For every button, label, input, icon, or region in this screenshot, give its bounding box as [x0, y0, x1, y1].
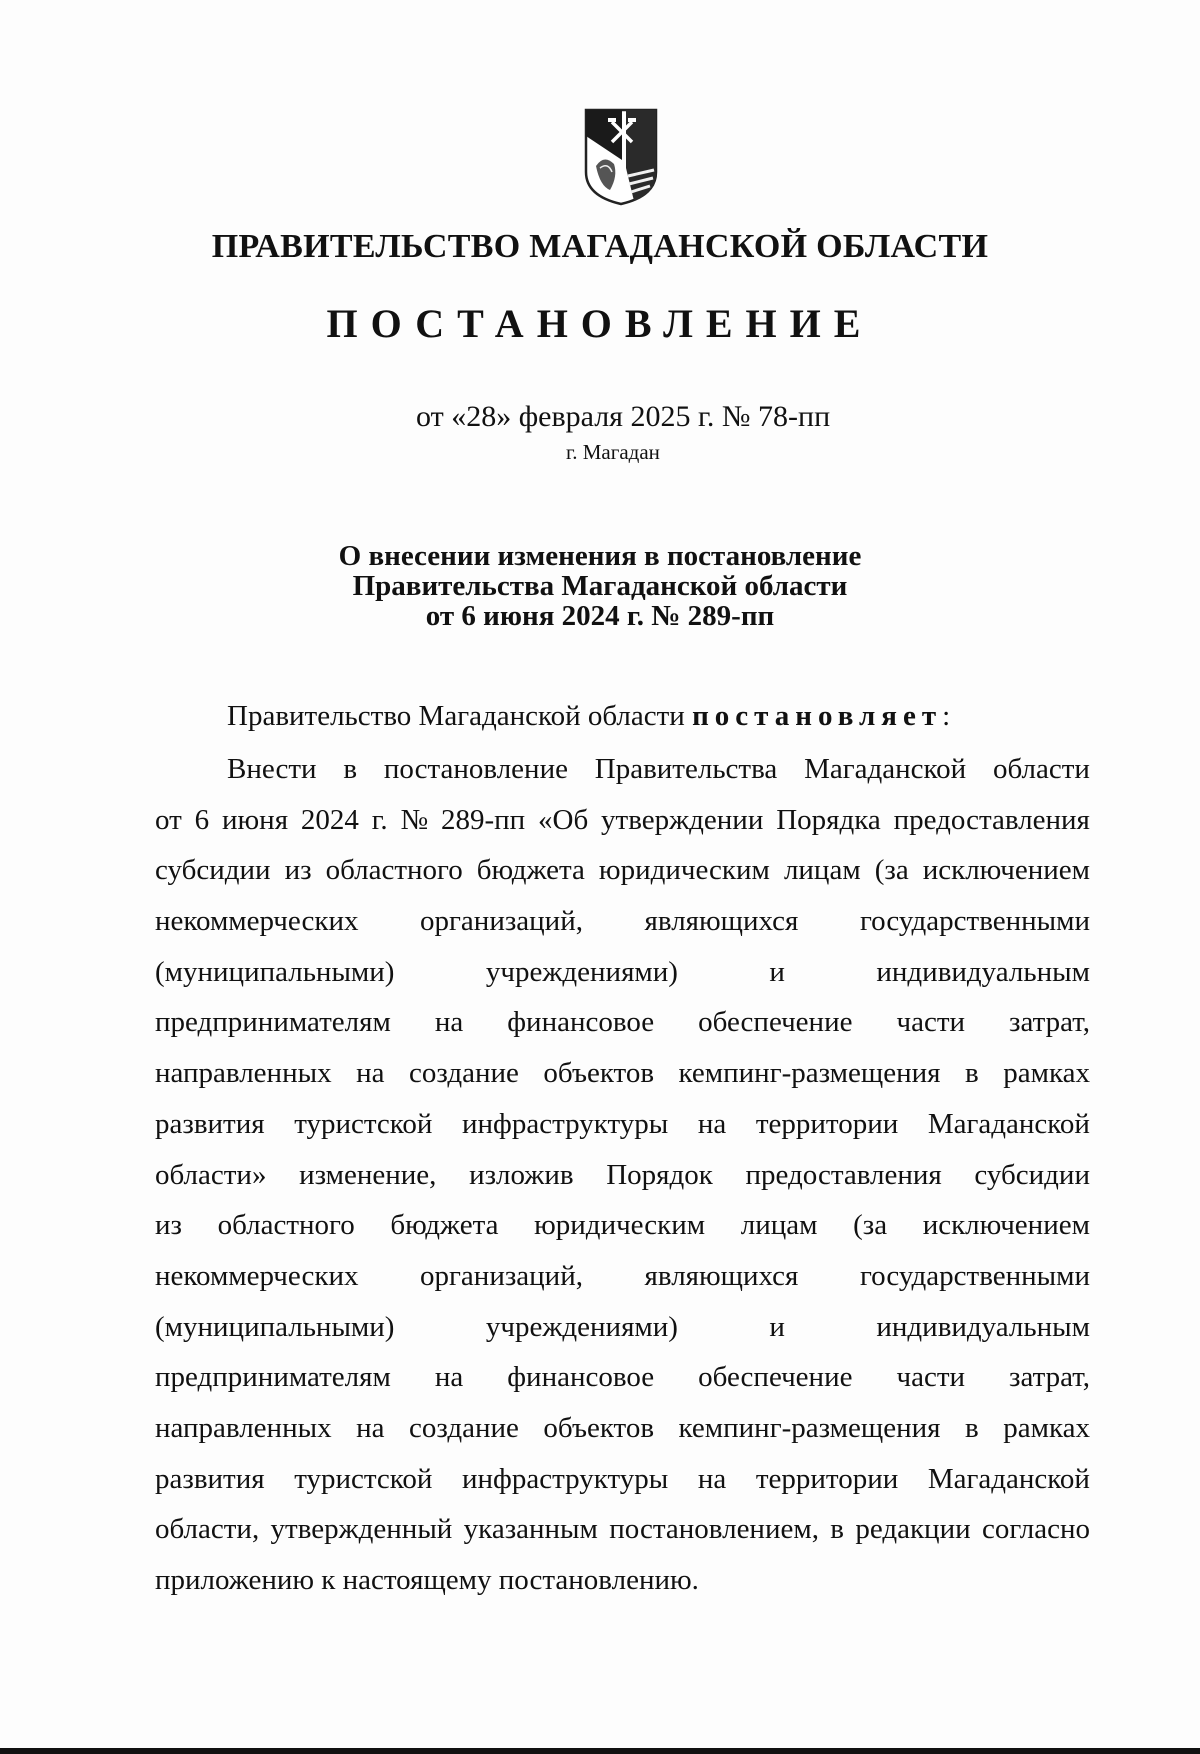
body-word: г.: [371, 803, 388, 836]
body-word: Порядка: [776, 803, 881, 836]
body-last-line: приложению к настоящему постановлению.: [155, 1564, 699, 1596]
body-word: в: [965, 1411, 979, 1444]
body-word: Магаданской: [927, 1462, 1090, 1495]
body-word: субсидии: [974, 1158, 1090, 1191]
body-word: бюджета: [390, 1209, 499, 1242]
body-word: территории: [755, 1107, 899, 1140]
body-word: обеспечение: [698, 1361, 853, 1394]
body-line: [155, 1003, 1090, 1054]
body-line: [155, 801, 1090, 852]
body-word: утверждении: [601, 803, 764, 836]
preamble-emphasis: постановляет: [692, 700, 943, 732]
body-word: туристской: [294, 1462, 433, 1495]
body-word: постановление: [383, 753, 568, 785]
body-word: рамках: [1003, 1057, 1090, 1090]
body-word: предпринимателям: [155, 1361, 391, 1394]
organization-name: ПРАВИТЕЛЬСТВО МАГАДАНСКОЙ ОБЛАСТИ: [211, 228, 989, 265]
body-word: Магаданской: [927, 1107, 1090, 1140]
body-word: и: [769, 1310, 785, 1343]
body-word: направленных: [155, 1411, 332, 1444]
body-word: юридическим: [598, 854, 770, 887]
body-line: [155, 750, 1090, 801]
body-word: инфраструктуры: [462, 1107, 669, 1140]
body-word: области»: [155, 1158, 267, 1191]
subject-line: Правительства Магаданской области: [352, 570, 848, 602]
body-word: лицам: [783, 854, 861, 887]
body-word: организаций,: [420, 905, 583, 938]
body-word: направленных: [155, 1057, 332, 1090]
body-word: областного: [325, 854, 463, 887]
preamble: [227, 700, 950, 733]
body-word: 289-пп: [440, 803, 526, 836]
body-word: индивидуальным: [876, 955, 1090, 988]
subject-line: О внесении изменения в постановление: [338, 540, 862, 572]
body-word: на: [434, 1006, 464, 1039]
body-line: [155, 1308, 1090, 1359]
body-word: туристской: [294, 1107, 433, 1140]
body-word: от: [155, 803, 182, 836]
body-word: утвержденный: [270, 1513, 453, 1546]
body-word: учреждениями): [485, 1310, 678, 1343]
body-word: изложив: [469, 1158, 574, 1191]
body-word: изменение,: [299, 1158, 437, 1191]
body-word: некоммерческих: [155, 905, 359, 938]
body-line: [155, 1054, 1090, 1105]
body-word: организаций,: [420, 1259, 583, 1292]
document-place: г. Магадан: [566, 440, 660, 464]
body-word: редакции: [855, 1513, 971, 1546]
body-word: (за: [874, 854, 909, 887]
body-line: [155, 1460, 1090, 1511]
document-date-number: от «28» февраля 2025 г. № 78-пп: [416, 400, 831, 433]
body-word: части: [896, 1361, 966, 1394]
body-word: индивидуальным: [876, 1310, 1090, 1343]
body-paragraph: [155, 750, 1090, 1612]
body-word: Магаданской: [804, 753, 967, 785]
body-word: развития: [155, 1107, 265, 1140]
body-word: обеспечение: [698, 1006, 853, 1039]
body-word: (муниципальными): [155, 1310, 395, 1343]
body-word: государственными: [859, 905, 1090, 938]
body-word: в: [343, 753, 358, 785]
body-word: создание: [409, 1411, 519, 1444]
body-line: [155, 1409, 1090, 1460]
body-line: [155, 1156, 1090, 1207]
body-word: Порядок: [606, 1158, 713, 1191]
body-word: учреждениями): [485, 955, 678, 988]
body-word: 2024: [300, 803, 359, 836]
preamble-text: Правительство Магаданской области: [227, 700, 685, 732]
body-word: рамках: [1003, 1411, 1090, 1444]
body-word: субсидии: [155, 854, 271, 887]
body-word: в: [830, 1513, 844, 1546]
body-word: некоммерческих: [155, 1259, 359, 1292]
subject-line: от 6 июня 2024 г. № 289-пп: [425, 600, 775, 632]
body-word: «Об: [538, 803, 589, 836]
body-line: [155, 902, 1090, 953]
body-word: Правительства: [594, 753, 778, 785]
body-word: (муниципальными): [155, 955, 395, 988]
body-word: 6: [194, 803, 210, 836]
body-word: предоставления: [893, 803, 1090, 836]
body-word: области: [992, 753, 1090, 785]
body-word: создание: [409, 1057, 519, 1090]
body-word: №: [400, 803, 429, 836]
body-word: кемпинг-размещения: [678, 1057, 941, 1090]
body-word: юридическим: [534, 1209, 706, 1242]
body-line: [155, 1105, 1090, 1156]
body-word: затрат,: [1009, 1006, 1090, 1039]
body-line: [155, 1358, 1090, 1409]
body-word: на: [697, 1462, 727, 1495]
body-word: затрат,: [1009, 1361, 1090, 1394]
body-line: [155, 1206, 1090, 1257]
body-word: предпринимателям: [155, 1006, 391, 1039]
body-word: из: [284, 854, 312, 887]
body-word: инфраструктуры: [462, 1462, 669, 1495]
body-word: кемпинг-размещения: [678, 1411, 941, 1444]
body-line: [155, 953, 1090, 1004]
body-word: указанным: [463, 1513, 598, 1546]
body-word: территории: [755, 1462, 899, 1495]
magadan-coat-of-arms-icon: [582, 106, 660, 206]
body-word: согласно: [981, 1513, 1090, 1546]
body-word: являющихся: [644, 1259, 799, 1292]
body-line: [155, 1510, 1090, 1561]
body-word: Внести: [227, 753, 317, 785]
body-word: лицам: [740, 1209, 818, 1242]
body-word: объектов: [543, 1411, 655, 1444]
body-word: развития: [155, 1462, 265, 1495]
body-word: являющихся: [644, 905, 799, 938]
body-word: финансовое: [507, 1006, 655, 1039]
document-type: ПОСТАНОВЛЕНИЕ: [326, 301, 874, 346]
page-bottom-rule: [0, 1748, 1200, 1754]
body-word: на: [356, 1411, 385, 1444]
body-word: бюджета: [476, 854, 585, 887]
body-word: и: [769, 955, 785, 988]
body-word: из: [155, 1209, 182, 1242]
document-subject: [0, 541, 1200, 631]
body-word: на: [356, 1057, 385, 1090]
body-word: финансовое: [507, 1361, 655, 1394]
body-word: (за: [853, 1209, 888, 1242]
body-word: области,: [155, 1513, 260, 1546]
body-line: [155, 1257, 1090, 1308]
body-word: части: [896, 1006, 966, 1039]
body-word: июня: [221, 803, 289, 836]
body-word: государственными: [859, 1259, 1090, 1292]
preamble-colon: :: [942, 700, 951, 732]
body-word: постановлением,: [609, 1513, 819, 1546]
body-word: предоставления: [745, 1158, 942, 1191]
body-word: на: [434, 1361, 464, 1394]
body-word: областного: [217, 1209, 355, 1242]
body-word: исключением: [922, 854, 1090, 887]
body-word: исключением: [922, 1209, 1090, 1242]
body-word: объектов: [543, 1057, 655, 1090]
body-word: на: [697, 1107, 727, 1140]
body-word: в: [965, 1057, 979, 1090]
body-line: [155, 851, 1090, 902]
